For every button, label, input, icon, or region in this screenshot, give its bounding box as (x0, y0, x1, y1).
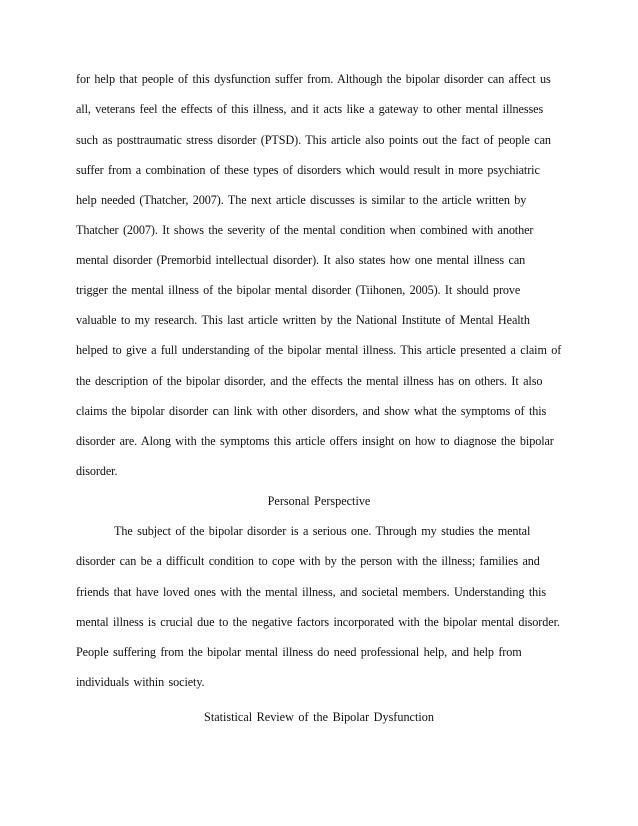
paragraph-1-line-10: helped to give a full understanding of the bipolar mental illness. This article presented a claim of (76, 343, 562, 357)
paragraph-1-line-14: disorder. (76, 464, 118, 478)
paragraph-2-line-4: mental illness is crucial due to the negative factors incorporated with the bipolar mental disorder. (76, 615, 560, 629)
paragraph-1-line-3: such as posttraumatic stress disorder (PTSD). This article also points out the fact of people can (76, 133, 551, 147)
paragraph-2-line-1: The subject of the bipolar disorder is a serious one. Through my studies the mental (114, 524, 531, 538)
section-heading-statistical-review: Statistical Review of the Bipolar Dysfunction (204, 710, 434, 724)
paragraph-2-line-6: individuals within society. (76, 675, 205, 689)
paragraph-2-line-5: People suffering from the bipolar mental illness do need professional help, and help from (76, 645, 522, 659)
paragraph-1-line-7: mental disorder (Premorbid intellectual disorder). It also states how one mental illness can (76, 253, 526, 267)
section-heading-personal-perspective: Personal Perspective (267, 494, 371, 508)
paragraph-1-line-11: the description of the bipolar disorder, and the effects the mental illness has on others. It also (76, 374, 543, 388)
paragraph-2-line-2: disorder can be a difficult condition to cope with by the person with the illness; families and (76, 554, 540, 568)
paragraph-1-line-2: all, veterans feel the effects of this illness, and it acts like a gateway to other mental illnesses (76, 102, 544, 116)
paragraph-1-line-5: help needed (Thatcher, 2007). The next article discusses is similar to the article written by (76, 193, 527, 207)
paragraph-1-line-4: suffer from a combination of these types of disorders which would result in more psychiatric (76, 163, 540, 177)
paragraph-1-line-6: Thatcher (2007). It shows the severity of the mental condition when combined with another (76, 223, 534, 237)
paragraph-1-line-8: trigger the mental illness of the bipolar mental disorder (Tiihonen, 2005). It should prove (76, 283, 521, 297)
paragraph-1-line-13: disorder are. Along with the symptoms this article offers insight on how to diagnose the bipolar (76, 434, 554, 448)
paragraph-2-line-3: friends that have loved ones with the mental illness, and societal members. Understanding this (76, 585, 547, 599)
paragraph-1-line-12: claims the bipolar disorder can link with other disorders, and show what the symptoms of this (76, 404, 547, 418)
paragraph-1-line-9: valuable to my research. This last article written by the National Institute of Mental Health (76, 313, 530, 327)
paragraph-1-line-1: for help that people of this dysfunction suffer from. Although the bipolar disorder can affect us (76, 72, 551, 86)
